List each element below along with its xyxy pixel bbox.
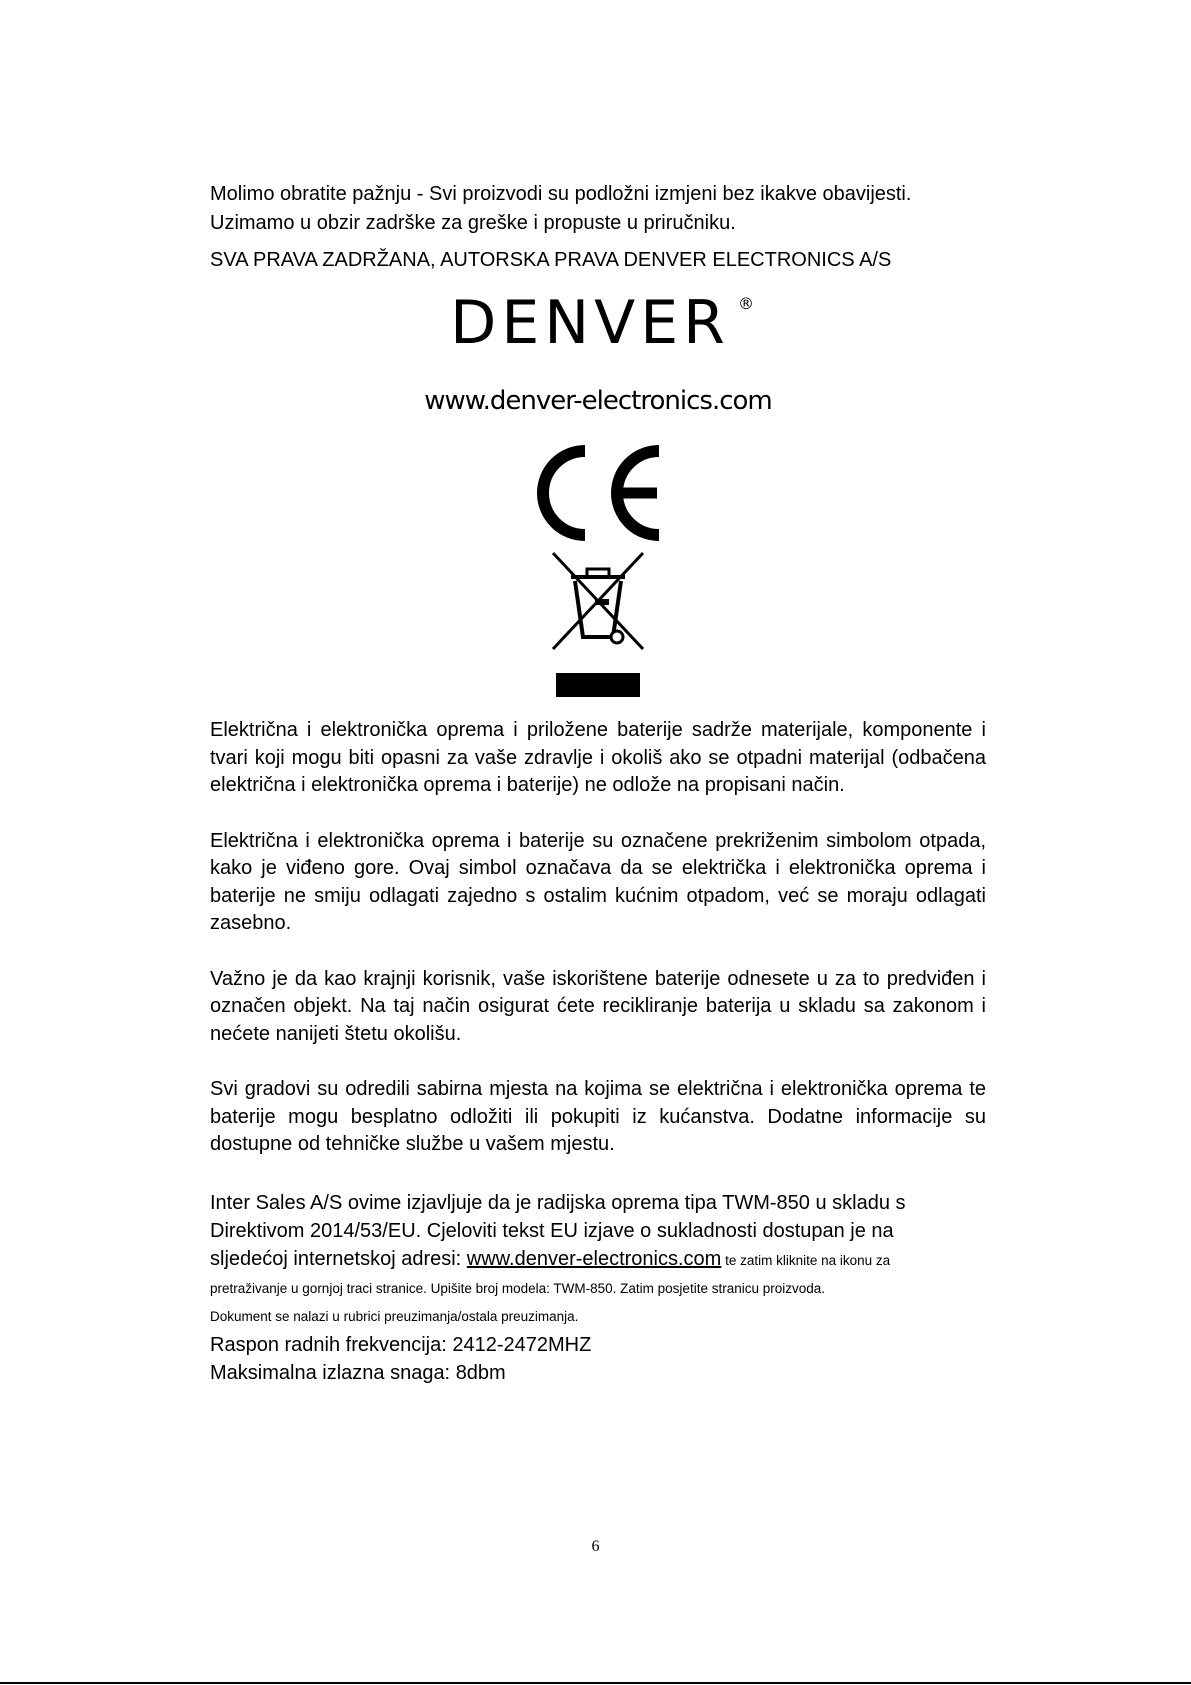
logo-block (210, 279, 986, 697)
bottom-rule (0, 1682, 1191, 1684)
declaration-line-2: Direktivom 2014/53/EU. Cjeloviti tekst EU izjave o sukladnosti dostupan je na (210, 1219, 894, 1242)
notice (210, 180, 986, 238)
denver-logo (358, 279, 838, 449)
denver-wordmark: DENVER (450, 288, 730, 358)
weee-bar (556, 673, 640, 697)
page-content (210, 180, 986, 1387)
declaration-small-line-2: Dokument se nalazi u rubrici preuzimanja/ostala preuzimanja. (210, 1308, 579, 1324)
declaration (210, 1189, 986, 1331)
declaration-line-3-prefix: sljedećoj internetskoj adresi: (210, 1247, 467, 1270)
declaration-small-line-1: pretraživanje u gornjoj traci stranice. Upišite broj modela: TWM-850. Zatim posjetite stranicu proizvoda. (210, 1280, 826, 1296)
notice-line-2: Uzimamo u obzir zadrške za greške i propuste u priručniku. (210, 212, 736, 234)
frequency-value: 2412-2472MHZ (452, 1333, 592, 1356)
copyright-notice: SVA PRAVA ZADRŽANA, AUTORSKA PRAVA DENVER ELECTRONICS A/S (210, 249, 892, 271)
paragraph-symbol: Električna i elektronička oprema i baterije su označene prekriženim simbolom otpada, kako je viđeno gore. Ovaj simbol označava da se električka i elektronička oprema i baterije ne smiju odlagati zajedno s ostalim kućnim otpadom, već se moraju odlagati zasebno. (210, 829, 986, 934)
ce-mark-icon (523, 443, 673, 543)
declaration-line-1: Inter Sales A/S ovime izjavljuje da je radijska oprema tipa TWM-850 u skladu s (210, 1191, 906, 1214)
declaration-line-3-suffix: te zatim kliknite na ikonu za (721, 1252, 891, 1268)
frequency-range (210, 1331, 986, 1359)
page-number: 6 (591, 1538, 600, 1555)
website-link[interactable]: www.denver-electronics.com (466, 1247, 722, 1270)
crossed-out-bin-icon (543, 547, 653, 657)
power-value: 8dbm (455, 1361, 506, 1384)
paragraph-collection-points: Svi gradovi su odredili sabirna mjesta na kojima se električna i elektronička oprema te baterije mogu besplatno odložiti ili pokupiti iz kućanstva. Dodatne informacije su dostupne od tehničke službe u vašem mjestu. (210, 1078, 986, 1155)
frequency-label: Raspon radnih frekvencija: (210, 1333, 453, 1356)
registered-mark: ® (738, 294, 754, 313)
paragraph-hazards: Električna i elektronička oprema i priložene baterije sadrže materijale, komponente i tvari koji mogu biti opasni za vaše zdravlje i okoliš ako se otpadni materijal (odbačena električna i elektronička oprema i baterije) ne odlože na propisani način. (210, 719, 986, 796)
logo-website: www.denver-electronics.com (424, 386, 772, 416)
paragraph-disposal: Važno je da kao krajnji korisnik, vaše iskorištene baterije odnesete u za to predviđen i označen objekt. Na taj način osigurat ćete recikliranje baterija u skladu sa zakonom i nećete nanijeti štetu okolišu. (210, 967, 986, 1045)
notice-line-1: Molimo obratite pažnju - Svi proizvodi su podložni izmjeni bez ikakve obavijesti. (210, 183, 912, 205)
output-power (210, 1359, 986, 1387)
power-label: Maksimalna izlazna snaga: (210, 1361, 456, 1384)
